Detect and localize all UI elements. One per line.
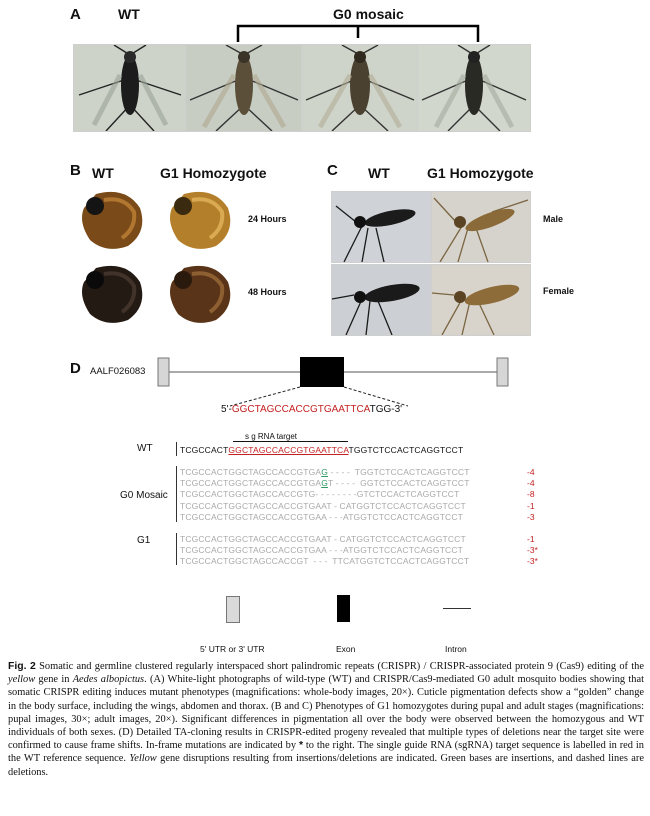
panel-c-label: C — [327, 162, 338, 179]
g1-sequence-row: TCGCCACTGGCTAGCCACCGTGAAT - CATGGTCTCCACTCAGGTCCT — [180, 534, 466, 544]
g0-sequence-row: TCGCCACTGGCTAGCCACCGTG- - - - - - - -GTCTCCACTCAGGTCCT — [180, 489, 460, 500]
panel-a-g0-label: G0 mosaic — [333, 6, 404, 22]
g0-sequence-row: TCGCCACTGGCTAGCCACCGTGAAT - CATGGTCTCCACTCAGGTCCT — [180, 500, 466, 511]
g1-label: G1 — [137, 535, 151, 546]
wt-female-photo — [331, 264, 431, 336]
wt-pupa-48h — [76, 262, 148, 326]
panel-b-label: B — [70, 162, 81, 179]
g0-sequence-row: TCGCCACTGGCTAGCCACCGTGAGT - - - - GGTCTCCACTCAGGTCCT — [180, 478, 470, 489]
g1-deletion-size: -3* — [527, 544, 538, 555]
panel-a-wt-label: WT — [118, 6, 140, 22]
insertion-base: G — [321, 467, 328, 477]
g0-deletion-size: -4 — [527, 467, 535, 477]
legend-exon: Exon — [336, 644, 356, 654]
g1-female-photo — [431, 264, 531, 336]
row-female: Female — [543, 286, 575, 296]
target-sgrna: GGCTAGCCACCGTGAATTCA — [231, 404, 370, 415]
g1-deletion-size: -1 — [527, 534, 535, 544]
wt-sgrna-sequence: GGCTAGCCACCGTGAATTCA — [228, 445, 349, 455]
g0-mosaic-label: G0 Mosaic — [120, 490, 168, 501]
wt-male-photo — [331, 191, 431, 263]
g0-bracket — [200, 22, 520, 44]
wt-row-label: WT — [137, 443, 153, 454]
target-sequence — [221, 404, 402, 415]
wt-reference-sequence: TCGCCACTGGCTAGCCACCGTGAATTCATGGTCTCCACTCAGGTCCT — [180, 445, 464, 455]
g0-mosquito-photo-3 — [417, 44, 531, 132]
g0-deletion-size: -4 — [527, 478, 535, 489]
g1-deletion-size: -3* — [527, 555, 538, 566]
row-male: Male — [543, 214, 564, 224]
gene-id: AALF026083 — [90, 366, 146, 377]
panel-a-label: A — [70, 6, 81, 23]
utr-legend-icon — [226, 596, 240, 623]
sgrna-target-label: s g RNA target — [245, 432, 298, 441]
g0-deletion-size: -1 — [527, 500, 535, 511]
g0-mosquito-photo-2 — [301, 44, 419, 132]
panel-b-wt-label: WT — [92, 165, 114, 181]
panel-d-label: D — [70, 360, 81, 377]
row-48-hours: 48 Hours — [248, 287, 287, 297]
panel-c-wt-label: WT — [368, 165, 390, 181]
g0-mosquito-photo-1 — [185, 44, 303, 132]
intron-legend-icon — [443, 608, 471, 609]
g0-deletion-size: -3 — [527, 511, 535, 522]
exon-legend-icon — [337, 595, 350, 622]
g1-pupa-48h — [164, 262, 236, 326]
wt-pupa-24h — [76, 188, 148, 252]
panel-c-g1-label: G1 Homozygote — [427, 165, 534, 181]
wt-mosquito-photo — [73, 44, 187, 132]
g0-sequence-row: TCGCCACTGGCTAGCCACCGTGAA - - -ATGGTCTCCACTCAGGTCCT — [180, 511, 463, 522]
g1-male-photo — [431, 191, 531, 263]
insertion-base: G — [321, 478, 328, 489]
figure-caption: Fig. 2 Somatic and germline clustered regularly interspaced short palindromic repeats (CRISPR) / CRISPR-associated protein 9 (Cas9) editing of the yellow gene in Aedes albopictus. (A) White-light photographs of wild-type (WT) and CRISPR/Cas9-mediated G0 adult mosquito bodies showing that somatic CRISPR editing induces mutant phenotypes (magnifications: whole-body images, 20×). Cuticle pigmentation defects show a “golden” change in the body surface, including the wings, abdomen and thorax. (B and C) Phenotypes of G1 homozygotes during pupal and adult stages (magnifications: pupal images, 30×; adult images, 20×). Significant differences in pigmentation all over the body were observed between the homozygous and WT individuals of both sexes. (D) Detailed TA-cloning results in CRISPR-edited progeny revealed that multiple types of deletions near the target site were confirmed to cause frame shifts. In-frame mutations are indicated by * to the right. The single guide RNA (sgRNA) target sequence is labelled in red in the WT reference sequence. Yellow gene disruptions resulting from insertions/deletions are indicated. Green bases are insertions, and dashed lines are deletions. — [8, 661, 644, 778]
g0-deletion-size: -8 — [527, 489, 535, 500]
panel-b-g1-label: G1 Homozygote — [160, 165, 267, 181]
g1-sequence-row: TCGCCACTGGCTAGCCACCGT - - - TTCATGGTCTCCACTCAGGTCCT — [180, 555, 470, 566]
caption-fig-label: Fig. 2 — [8, 661, 36, 672]
target-prefix: 5'- — [221, 404, 232, 415]
target-pam: TGG-3' — [369, 404, 403, 415]
gene-structure — [150, 352, 520, 412]
g1-pupa-24h — [164, 188, 236, 252]
g0-sequence-row: TCGCCACTGGCTAGCCACCGTGAG - - - - TGGTCTCCACTCAGGTCCT — [180, 467, 470, 477]
g1-sequence-row: TCGCCACTGGCTAGCCACCGTGAA - - -ATGGTCTCCACTCAGGTCCT — [180, 544, 463, 555]
legend-utr: 5' UTR or 3' UTR — [200, 644, 265, 654]
row-24-hours: 24 Hours — [248, 214, 287, 224]
legend-intron: Intron — [445, 644, 467, 654]
